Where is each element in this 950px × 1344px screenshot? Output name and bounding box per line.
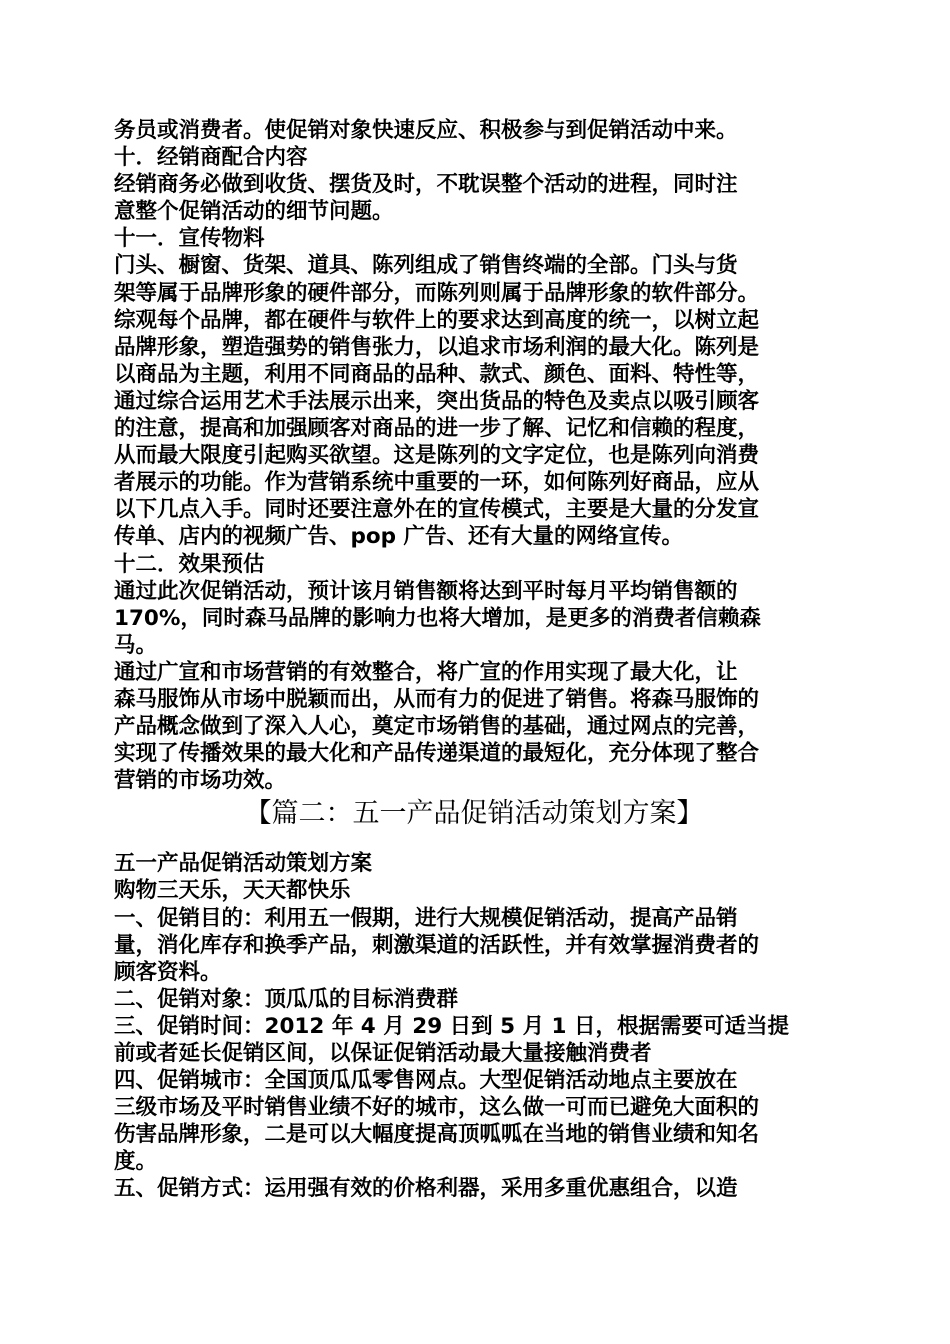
text-line: 二、促销对象：顶瓜瓜的目标消费群	[114, 986, 459, 1012]
text-line: 伤害品牌形象，二是可以大幅度提高顶呱呱在当地的销售业绩和知名	[114, 1122, 760, 1148]
text-line: 意整个促销活动的细节问题。	[114, 199, 394, 225]
text-line: 经销商务必做到收货、摆货及时，不耽误整个活动的进程，同时注	[114, 172, 738, 198]
section-two-body	[114, 850, 834, 1202]
text-line: 170%，同时森马品牌的影响力也将大增加，是更多的消费者信赖森	[114, 605, 761, 631]
text-line: 务员或消费者。使促销对象快速反应、积极参与到促销活动中来。	[114, 118, 738, 143]
text-line: 森马服饰从市场中脱颖而出，从而有力的促进了销售。将森马服饰的	[114, 686, 760, 712]
section-two-title: 【篇二：五一产品促销活动策划方案】	[244, 798, 704, 830]
text-line: 的注意，提高和加强顾客对商品的进一步了解、记忆和信赖的程度，	[114, 416, 760, 442]
text-line: 通过综合运用艺术手法展示出来，突出货品的特色及卖点以吸引顾客	[114, 388, 760, 414]
text-line: 通过广宣和市场营销的有效整合，将广宣的作用实现了最大化，让	[114, 659, 738, 685]
plan-title: 五一产品促销活动策划方案	[114, 851, 373, 877]
heading-twelve: 十二．效果预估	[114, 551, 265, 577]
text-line: 一、促销目的：利用五一假期，进行大规模促销活动，提高产品销	[114, 905, 738, 931]
text-line: 通过此次促销活动，预计该月销售额将达到平时每月平均销售额的	[114, 578, 738, 604]
text-line: 量，消化库存和换季产品，刺激渠道的活跃性，并有效掌握消费者的	[114, 932, 760, 958]
text-line: 三级市场及平时销售业绩不好的城市，这么做一可而已避免大面积的	[114, 1095, 760, 1121]
text-line: 四、促销城市：全国顶瓜瓜零售网点。大型促销活动地点主要放在	[114, 1068, 738, 1094]
text-line: 传单、店内的视频广告、pop 广告、还有大量的网络宣传。	[114, 524, 684, 550]
section-one-body	[114, 117, 834, 794]
document-page	[114, 117, 834, 1203]
text-line: 马。	[114, 632, 158, 658]
text-line: 从而最大限度引起购买欲望。这是陈列的文字定位，也是陈列向消费	[114, 443, 760, 469]
text-line: 三、促销时间：2012 年 4 月 29 日到 5 月 1 日，根据需要可适当提	[114, 1013, 790, 1039]
text-line: 门头、橱窗、货架、道具、陈列组成了销售终端的全部。门头与货	[114, 253, 738, 279]
text-line: 以下几点入手。同时还要注意外在的宣传模式，主要是大量的分发宣	[114, 497, 760, 523]
text-line: 品牌形象，塑造强势的销售张力，以追求市场利润的最大化。陈列是	[114, 334, 760, 360]
text-line: 顾客资料。	[114, 959, 222, 985]
text-line: 五、促销方式：运用强有效的价格利器，采用多重优惠组合，以造	[114, 1176, 738, 1202]
text-line: 营销的市场功效。	[114, 768, 287, 794]
heading-ten: 十．经销商配合内容	[114, 145, 308, 171]
text-line: 前或者延长促销区间，以保证促销活动最大量接触消费者	[114, 1041, 652, 1066]
text-line: 者展示的功能。作为营销系统中重要的一环，如何陈列好商品，应从	[114, 470, 760, 496]
text-line: 产品概念做到了深入人心，奠定市场销售的基础，通过网点的完善，	[114, 714, 760, 740]
slogan: 购物三天乐，天天都快乐	[114, 878, 351, 904]
text-line: 架等属于品牌形象的硬件部分，而陈列则属于品牌形象的软件部分。	[114, 280, 760, 306]
heading-eleven: 十一．宣传物料	[114, 226, 265, 252]
text-line: 综观每个品牌，都在硬件与软件上的要求达到高度的统一，以树立起	[114, 307, 760, 333]
text-line: 实现了传播效果的最大化和产品传递渠道的最短化，充分体现了整合	[114, 741, 760, 767]
text-line: 以商品为主题，利用不同商品的品种、款式、颜色、面料、特性等，	[114, 361, 760, 387]
text-line: 度。	[114, 1149, 158, 1175]
